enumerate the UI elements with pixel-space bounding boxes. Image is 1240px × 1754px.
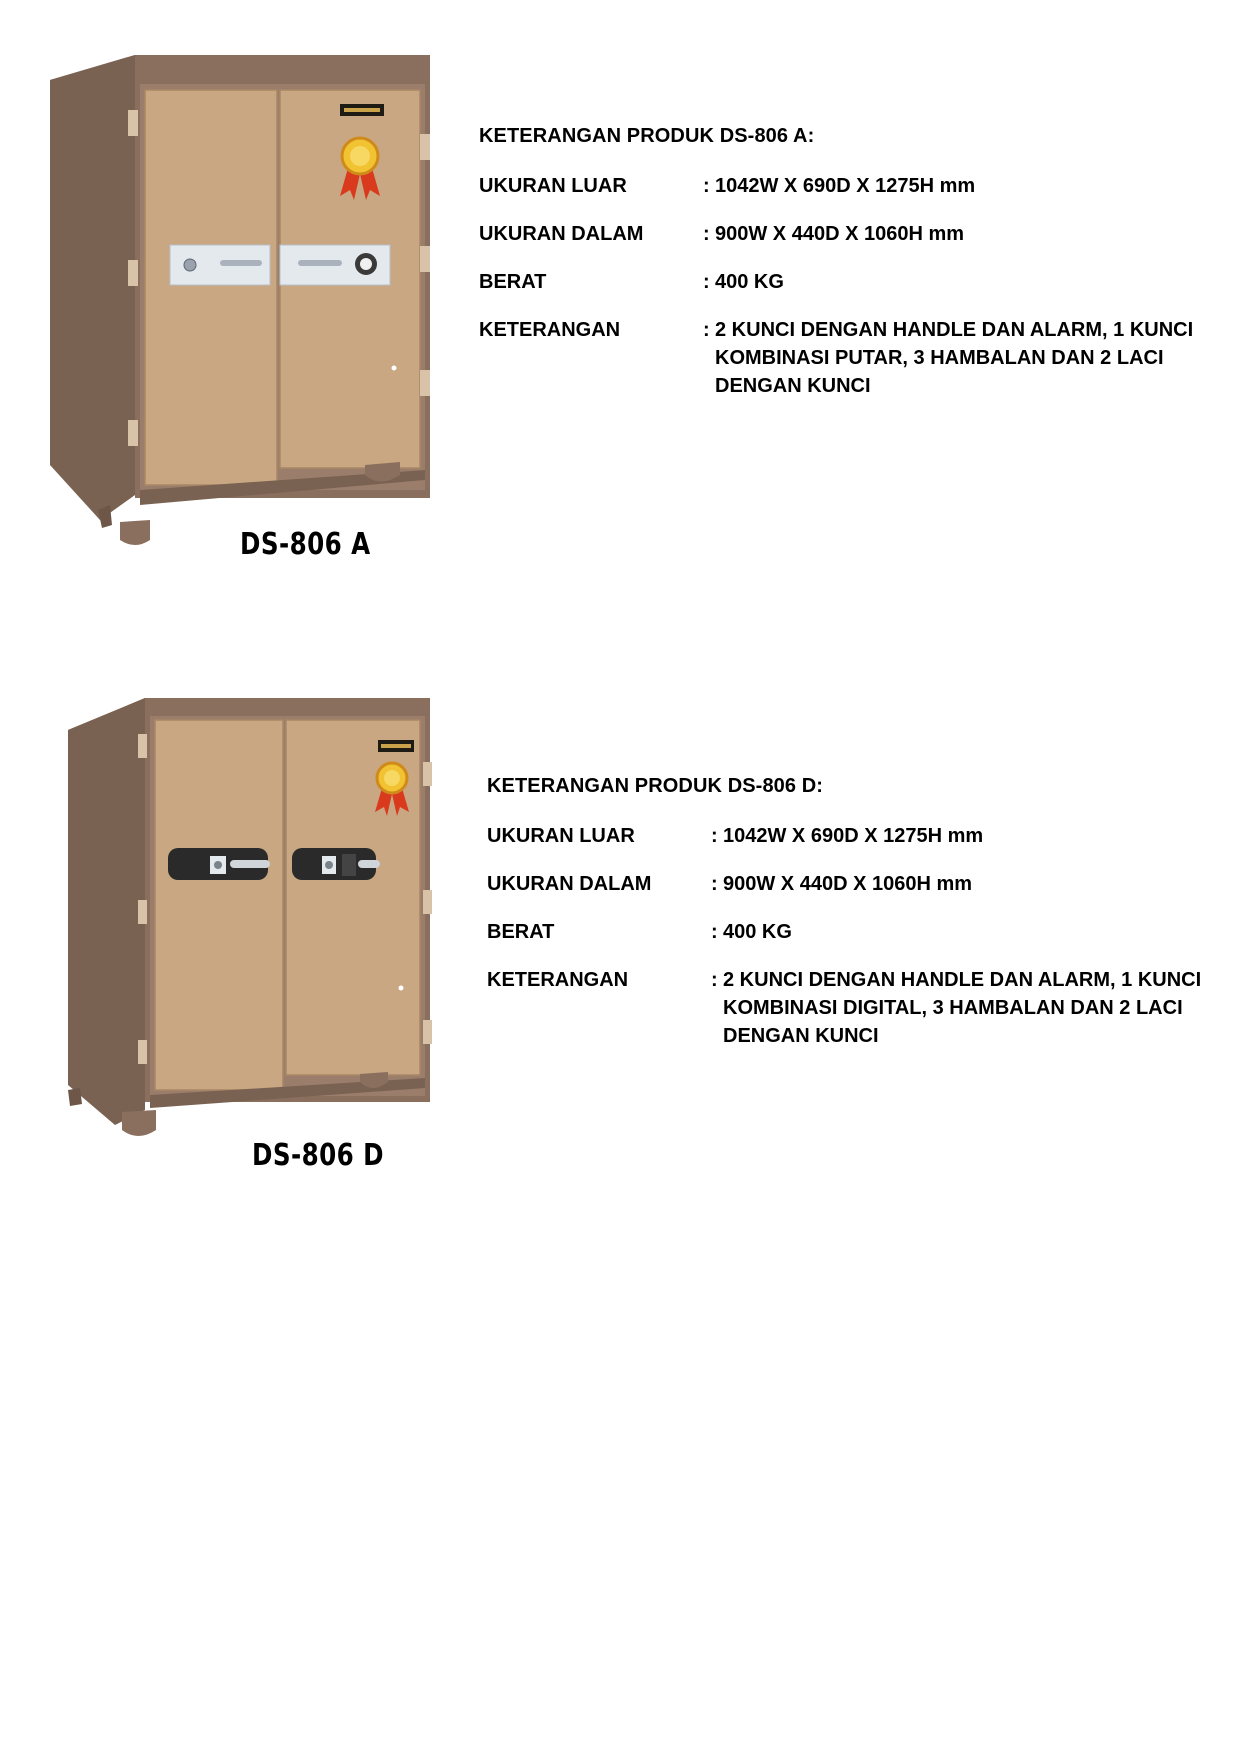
spec-row-berat (487, 918, 1217, 946)
spec-label: UKURAN LUAR (479, 175, 627, 197)
product-ds-806-a (0, 40, 1240, 580)
spec-label: BERAT (487, 921, 555, 943)
spec-value (711, 822, 1217, 850)
spec-row-ukuran-luar (487, 822, 1217, 850)
spec-row-ukuran-luar (479, 172, 1209, 200)
spec-colon: : (703, 175, 710, 197)
spec-value-text: 1042W X 690D X 1275H mm (715, 175, 976, 197)
spec-row-keterangan (479, 316, 1209, 400)
spec-label: KETERANGAN (479, 319, 621, 341)
fire-safe-digital-lock-image (60, 690, 440, 1190)
spec-colon: : (711, 921, 718, 943)
spec-value-text: 2 KUNCI DENGAN HANDLE DAN ALARM, 1 KUNCI KOMBINASI DIGITAL, 3 HAMBALAN DAN 2 LACI DENGAN KUNCI (723, 969, 1202, 1047)
spec-colon: : (703, 223, 710, 245)
product-specs (479, 124, 1209, 420)
model-label: DS-806 D (252, 1138, 384, 1173)
fire-safe-dial-lock-image (40, 50, 450, 570)
spec-label: UKURAN DALAM (487, 873, 652, 895)
spec-value (711, 870, 1217, 898)
spec-value-text: 400 KG (723, 921, 792, 943)
spec-value (703, 220, 1209, 248)
product-specs (487, 774, 1217, 1070)
spec-row-keterangan (487, 966, 1217, 1050)
spec-colon: : (711, 969, 718, 991)
spec-value-text: 1042W X 690D X 1275H mm (723, 825, 984, 847)
spec-label: KETERANGAN (487, 969, 629, 991)
spec-label: BERAT (479, 271, 547, 293)
spec-value-text: 900W X 440D X 1060H mm (723, 873, 973, 895)
spec-colon: : (703, 271, 710, 293)
spec-value-text: 2 KUNCI DENGAN HANDLE DAN ALARM, 1 KUNCI KOMBINASI PUTAR, 3 HAMBALAN DAN 2 LACI DENGAN KUNCI (715, 319, 1194, 397)
product-ds-806-d (0, 690, 1240, 1210)
spec-row-berat (479, 268, 1209, 296)
spec-value-text: 400 KG (715, 271, 784, 293)
spec-title: KETERANGAN PRODUK DS-806 D: (487, 775, 824, 797)
spec-label: UKURAN LUAR (487, 825, 635, 847)
spec-colon: : (711, 825, 718, 847)
spec-value (703, 268, 1209, 296)
spec-value (703, 316, 1209, 400)
spec-row-ukuran-dalam (487, 870, 1217, 898)
spec-colon: : (711, 873, 718, 895)
spec-value (711, 918, 1217, 946)
spec-colon: : (703, 319, 710, 341)
spec-row-ukuran-dalam (479, 220, 1209, 248)
model-label: DS-806 A (240, 527, 371, 562)
spec-label: UKURAN DALAM (479, 223, 644, 245)
spec-value-text: 900W X 440D X 1060H mm (715, 223, 965, 245)
spec-value (711, 966, 1217, 1050)
spec-title: KETERANGAN PRODUK DS-806 A: (479, 125, 815, 147)
spec-value (703, 172, 1209, 200)
